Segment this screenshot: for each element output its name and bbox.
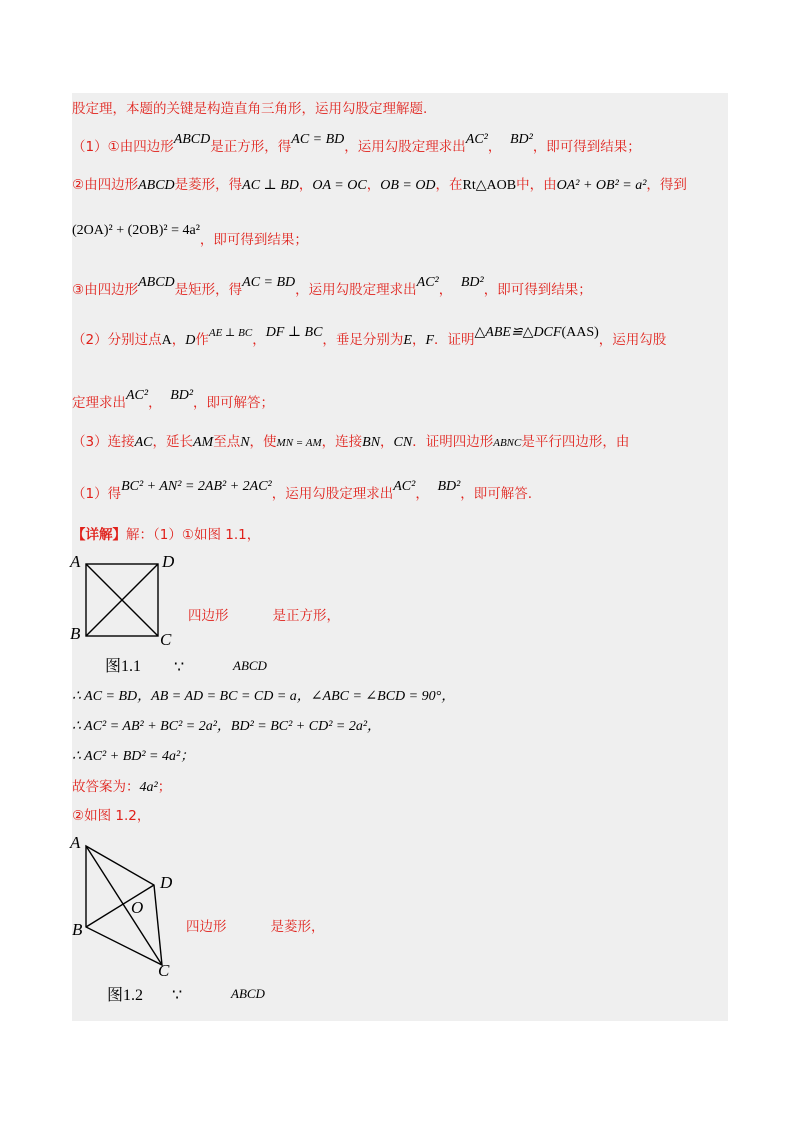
math-expr: BN [362,435,381,450]
figure-caption-1-1: 图1.1 [105,658,142,675]
text-span: ，垂足分别为 [322,332,404,348]
math-expr: ABNC [493,437,522,449]
text-line-3 [72,177,687,194]
math-expr: BD² [170,388,194,403]
text-span: 是平行四边形，由 [521,434,630,450]
math-expr: OA = OC [312,178,367,193]
vertex-label-d: D [162,552,175,571]
text-line-15 [72,748,194,765]
text-span: ，在 [435,177,463,193]
math-expr: F [425,333,435,348]
math-expr: BC² + AN² = 2AB² + 2AC² [121,479,272,494]
text-line-7 [72,388,275,412]
text-span: ， [415,486,429,502]
math-expr: AC ⊥ BD [242,178,299,193]
math-expr: (2OA)² + (2OB)² = 4a² [72,223,200,238]
text-span: 股定理，本题的关键是构造直角三角形，运用勾股定理解题. [72,101,428,117]
math-expr: N [240,435,250,450]
text-span: ，运用勾股定理求出 [271,486,394,502]
text-span: ，运用勾股 [598,332,667,348]
text-line-14 [72,718,381,735]
text-span: ②由四边形 [72,177,139,193]
vertex-label-a: A [70,552,81,571]
vertex-label-d: D [160,873,173,892]
text-span: ，得到 [646,177,687,193]
math-expr: Rt△AOB [462,178,517,193]
text-span: ， [380,434,394,450]
text-line-12 [233,658,267,674]
math-expr: AC² [416,275,439,290]
text-span: ， [438,282,453,298]
text-span: 是菱形，得 [174,177,243,193]
text-span: ， [148,395,162,411]
text-span: ②如图 1.2， [72,808,151,824]
text-span: ， [487,139,502,155]
text-span: ， [252,332,266,348]
text-span: ．证明 [434,332,475,348]
math-expr: BD² [509,132,533,147]
text-span: 至点 [213,434,241,450]
text-span: 是正方形，得 [210,139,292,155]
math-expr: BD² [437,479,461,494]
math-expr: ABCD [173,132,211,147]
math-expr: OA² + OB² = a² [556,178,647,193]
text-span: ，延长 [152,434,193,450]
detail-tag: 【详解】 [72,527,126,543]
figure-1-2-rhombus [66,832,176,982]
text-span: 定理求出 [72,395,126,411]
text-span: 四边形 [186,919,227,935]
text-span: （1）①由四边形 [72,139,174,155]
math-expr: MN = AM [276,437,322,449]
text-line-8 [72,434,629,451]
text-line-4 [72,222,308,248]
vertex-label-c: C [158,961,170,980]
math-expr: ∴ AC = BD，AB = AD = BC = CD = a，∠ABC = ∠BCD = 90°， [72,689,456,704]
text-span: 是矩形，得 [174,282,243,298]
text-line-19 [231,986,265,1002]
text-span: ， [366,177,381,193]
vertex-label-a: A [70,833,81,852]
vertex-label-b: B [70,624,81,643]
text-span: 四边形 [188,608,229,624]
math-expr: AC = BD [291,132,345,147]
math-expr: AM [192,435,214,450]
text-span: ，即可得到结果； [199,232,308,248]
text-span: ．证明四边形 [412,434,494,450]
text-span: （2）分别过点 [72,332,162,348]
text-span: （3）连接 [72,434,135,450]
text-line-17 [72,808,150,824]
text-span: ，使 [249,434,277,450]
text-span: ③由四边形 [72,282,139,298]
text-line-13 [72,688,455,705]
text-line-10 [72,527,260,543]
math-expr: AC² [393,479,416,494]
text-line-1 [72,101,427,117]
text-span: ， [298,177,313,193]
text-span: ，即可得到结果； [532,139,641,155]
text-line-16 [72,779,171,796]
text-span: ，即可得到结果； [483,282,592,298]
vertex-label-c: C [160,630,172,649]
math-expr: D [185,333,196,348]
text-span: （1）得 [72,486,122,502]
math-expr: ABCD [138,275,175,290]
text-span: ，运用勾股定理求出 [344,139,466,155]
text-span: 中，由 [516,177,557,193]
text-line-9 [72,479,533,503]
math-expr: ABCD [231,986,265,1001]
math-expr: ABCD [138,178,175,193]
text-span: 是正方形， [272,608,340,624]
text-span: ，即可解答. [460,486,533,502]
text-span: ， [411,332,426,348]
math-expr: △ABE≌△DCF [474,325,562,340]
text-span: ，连接 [321,434,363,450]
text-line-6 [72,325,667,349]
math-expr: AC = BD [242,275,296,290]
because-symbol: ∵ [174,659,185,676]
text-line-2 [72,132,641,156]
math-expr: AC² [465,132,488,147]
math-expr: OB = OD [380,178,436,193]
text-line-11 [188,608,340,624]
text-span: 故答案为： [72,779,140,795]
math-expr: AC [134,435,153,450]
text-span: ，即可解答； [193,395,275,411]
math-expr: ∴ AC² + BD² = 4a²； [72,749,195,764]
math-expr: A [161,333,172,348]
text-span: 解：（1）①如图 1.1， [126,527,261,543]
math-expr: (AAS) [561,325,599,340]
math-expr: CN [393,435,413,450]
math-expr: 4a² [139,780,158,795]
text-line-18 [186,919,325,935]
text-span: 是菱形， [270,919,325,935]
text-span: 作 [195,332,209,348]
text-span: ， [171,332,186,348]
math-expr: ABCD [233,658,267,673]
math-expr: AC² [126,388,149,403]
text-span: ，运用勾股定理求出 [295,282,417,298]
text-line-5 [72,275,592,299]
vertex-label-o: O [131,898,144,917]
text-span: ； [157,779,172,795]
math-expr: E [403,333,412,348]
vertex-label-b: B [72,920,83,939]
math-expr: AE ⊥ BC [208,327,253,339]
math-expr: ∴ AC² = AB² + BC² = 2a²，BD² = BC² + CD² = 2a²， [72,719,382,734]
figure-caption-1-2: 图1.2 [107,987,144,1004]
math-expr: BD² [460,275,484,290]
math-expr: DF ⊥ BC [265,325,323,340]
because-symbol: ∵ [172,987,183,1004]
